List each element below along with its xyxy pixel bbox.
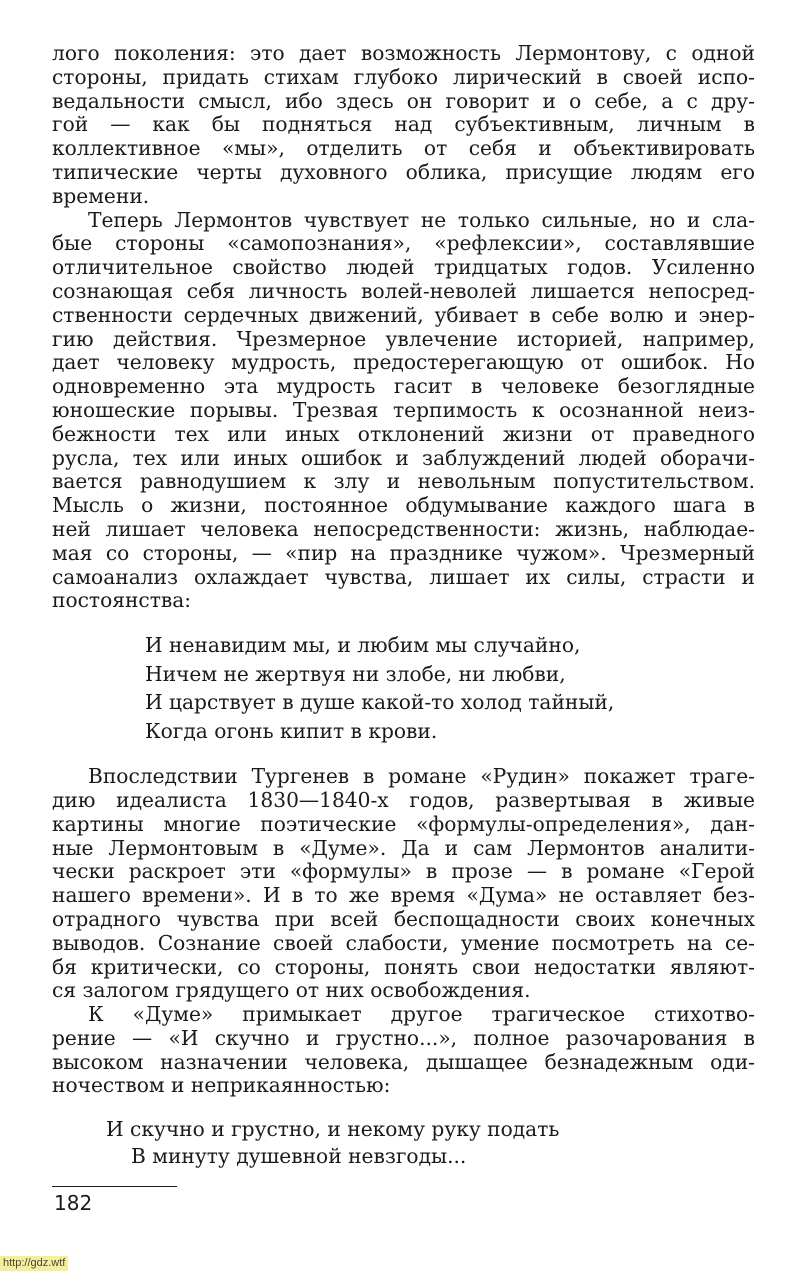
text-line: мая со стороны, — «пир на празднике чужом». Чрезмерный xyxy=(52,540,755,565)
text-line: вается равнодушием к злу и невольным попустительством. xyxy=(52,469,755,494)
text-line: отличительное свойство людей тридцатых годов. Усиленно xyxy=(52,255,755,280)
paragraph-2 xyxy=(52,209,755,614)
text-line: типические черты духовного облика, присущие людям его xyxy=(52,159,755,184)
text-line: Теперь Лермонтов чувствует не только сильные, но и сла- xyxy=(88,207,755,232)
text-line: коллективное «мы», отделить от себя и объективировать xyxy=(52,136,755,161)
text-line: гию действия. Чрезмерное увлечение историей, например, xyxy=(52,326,755,351)
footer-rule xyxy=(52,1186,177,1187)
text-line: ночеством и неприкаянностью: xyxy=(52,1073,391,1098)
text-line: одновременно эта мудрость гасит в человеке безоглядные xyxy=(52,374,755,399)
text-line: бые стороны «самопознания», «рефлексии», составлявшие xyxy=(52,231,755,256)
text-line: времени. xyxy=(52,183,150,208)
text-line: гой — как бы подняться над субъективным, личным в xyxy=(52,112,755,137)
verse-quote-1 xyxy=(145,631,755,745)
paragraph-1 xyxy=(52,42,755,209)
text-line: высоком назначении человека, дышащее безнадежным оди- xyxy=(52,1049,755,1074)
text-line: лого поколения: это дает возможность Лермонтову, с одной xyxy=(52,41,755,65)
verse-line: Ничем не жертвуя ни злобе, ни любви, xyxy=(145,661,566,686)
verse-line: И царствует в душе какой-то холод тайный, xyxy=(145,690,615,715)
text-line: ные Лермонтовым в «Думе». Да и сам Лермонтов аналити- xyxy=(52,835,755,860)
text-line: нашего времени». И в то же время «Дума» не оставляет без- xyxy=(52,883,755,908)
text-line: Впоследствии Тургенев в романе «Рудин» покажет траге- xyxy=(88,764,755,789)
text-line: дию идеалиста 1830—1840-х годов, развертывая в живые xyxy=(52,787,755,812)
text-line: постоянства: xyxy=(52,588,192,613)
text-line: ведальности смысл, ибо здесь он говорит и о себе, а с дру- xyxy=(52,88,755,113)
text-line: бя критически, со стороны, понять свои недостатки являют- xyxy=(52,954,755,979)
text-line: рение — «И скучно и грустно...», полное разочарования в xyxy=(52,1025,755,1050)
text-line: ся залогом грядущего от них освобождения. xyxy=(52,978,531,1003)
text-line: К «Думе» примыкает другое трагическое стихотво- xyxy=(88,1002,755,1027)
text-line: русла, тех или иных ошибок и заблуждений людей оборачи- xyxy=(52,445,755,470)
text-line: ней лишает человека непосредственности: жизнь, наблюдае- xyxy=(52,516,755,541)
page-number: 182 xyxy=(54,1191,93,1215)
verse-quote-2 xyxy=(106,1116,755,1170)
verse-line: И скучно и грустно, и некому руку подать xyxy=(106,1117,560,1142)
text-line: стороны, придать стихам глубоко лирический в своей испо- xyxy=(52,64,755,89)
page-body xyxy=(52,42,755,1170)
verse-line: Когда огонь кипит в крови. xyxy=(145,718,438,743)
text-line: Мысль о жизни, постоянное обдумывание каждого шага в xyxy=(52,493,755,518)
paragraph-3 xyxy=(52,765,755,1003)
text-line: отрадного чувства при всей беспощадности своих конечных xyxy=(52,906,755,931)
text-line: юношеские порывы. Трезвая терпимость к осознанной неиз- xyxy=(52,397,755,422)
text-line: картины многие поэтические «формулы-определения», дан- xyxy=(52,811,755,836)
text-line: самоанализ охлаждает чувства, лишает их силы, страсти и xyxy=(52,564,755,589)
text-line: чески раскроет эти «формулы» в прозе — в романе «Герой xyxy=(52,859,755,884)
watermark-link[interactable]: http://gdz.wtf xyxy=(0,1256,68,1271)
paragraph-4 xyxy=(52,1003,755,1098)
text-line: ственности сердечных движений, убивает в себе волю и энер- xyxy=(52,302,755,327)
verse-line: И ненавидим мы, и любим мы случайно, xyxy=(145,633,581,658)
verse-line: В минуту душевной невзгоды... xyxy=(131,1144,467,1169)
text-line: выводов. Сознание своей слабости, умение посмотреть на се- xyxy=(52,930,755,955)
text-line: бежности тех или иных отклонений жизни от праведного xyxy=(52,421,755,446)
text-line: дает человеку мудрость, предостерегающую от ошибок. Но xyxy=(52,350,755,375)
text-line: сознающая себя личность волей-неволей лишается непосред- xyxy=(52,278,755,303)
